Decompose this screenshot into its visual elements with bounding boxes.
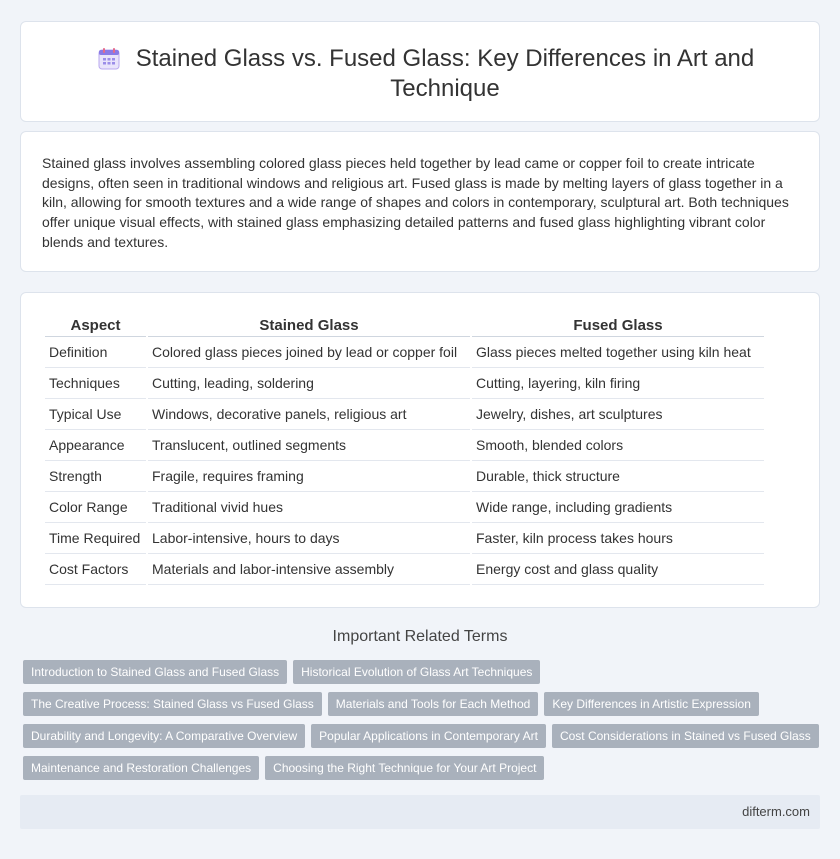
table-row (45, 461, 764, 492)
header-fused-glass: Fused Glass (472, 315, 764, 337)
table-row (45, 492, 764, 523)
cell-stained: Windows, decorative panels, religious art (148, 399, 470, 430)
cell-fused: Wide range, including gradients (472, 492, 764, 523)
related-term-link[interactable]: The Creative Process: Stained Glass vs Fused Glass (23, 692, 322, 716)
related-term-link[interactable]: Key Differences in Artistic Expression (544, 692, 759, 716)
related-term-link[interactable]: Maintenance and Restoration Challenges (23, 756, 259, 780)
cell-aspect: Time Required (45, 523, 146, 554)
cell-fused: Glass pieces melted together using kiln heat (472, 337, 764, 368)
related-term-link[interactable]: Durability and Longevity: A Comparative Overview (23, 724, 305, 748)
related-term-link[interactable]: Cost Considerations in Stained vs Fused Glass (552, 724, 819, 748)
table-header-row (45, 315, 764, 337)
related-term-link[interactable]: Choosing the Right Technique for Your Art Project (265, 756, 544, 780)
related-term-link[interactable]: Materials and Tools for Each Method (328, 692, 539, 716)
header-aspect: Aspect (45, 315, 146, 337)
comparison-card (20, 292, 820, 608)
intro-text: Stained glass involves assembling colored glass pieces held together by lead came or copper foil to create intricate designs, often seen in traditional windows and religious art. Fused glass is made by melting layers of glass together in a kiln, allowing for smooth textures and a wide range of shapes and colors in contemporary, sculptural art. Both techniques offer unique visual effects, with stained glass emphasizing detailed patterns and fused glass highlighting vibrant color blends and textures. (42, 155, 789, 250)
header-card (20, 21, 820, 122)
cell-fused: Durable, thick structure (472, 461, 764, 492)
table-row (45, 430, 764, 461)
related-term-link[interactable]: Introduction to Stained Glass and Fused Glass (23, 660, 287, 684)
cell-stained: Cutting, leading, soldering (148, 368, 470, 399)
cell-stained: Colored glass pieces joined by lead or copper foil (148, 337, 470, 368)
header-stained-glass: Stained Glass (148, 315, 470, 337)
cell-aspect: Strength (45, 461, 146, 492)
page-title: Stained Glass vs. Fused Glass: Key Differences in Art and Technique (135, 45, 755, 102)
cell-stained: Traditional vivid hues (148, 492, 470, 523)
cell-fused: Jewelry, dishes, art sculptures (472, 399, 764, 430)
cell-aspect: Appearance (45, 430, 146, 461)
cell-stained: Fragile, requires framing (148, 461, 470, 492)
cell-fused: Faster, kiln process takes hours (472, 523, 764, 554)
related-term-link[interactable]: Popular Applications in Contemporary Art (311, 724, 546, 748)
footer-site-link[interactable]: difterm.com (742, 804, 810, 819)
intro-card (20, 131, 820, 272)
cell-aspect: Cost Factors (45, 554, 146, 585)
table-row (45, 523, 764, 554)
cell-stained: Labor-intensive, hours to days (148, 523, 470, 554)
footer (20, 795, 820, 829)
related-terms-title: Important Related Terms (332, 628, 508, 645)
cell-fused: Energy cost and glass quality (472, 554, 764, 585)
related-term-link[interactable]: Historical Evolution of Glass Art Techniques (293, 660, 540, 684)
cell-stained: Materials and labor-intensive assembly (148, 554, 470, 585)
cell-stained: Translucent, outlined segments (148, 430, 470, 461)
table-row (45, 554, 764, 585)
cell-aspect: Color Range (45, 492, 146, 523)
table-row (45, 399, 764, 430)
cell-aspect: Techniques (45, 368, 146, 399)
cell-fused: Cutting, layering, kiln firing (472, 368, 764, 399)
table-row (45, 337, 764, 368)
cell-aspect: Typical Use (45, 399, 146, 430)
cell-fused: Smooth, blended colors (472, 430, 764, 461)
comparison-table (43, 315, 766, 585)
cell-aspect: Definition (45, 337, 146, 368)
related-terms-list (23, 660, 823, 788)
table-row (45, 368, 764, 399)
